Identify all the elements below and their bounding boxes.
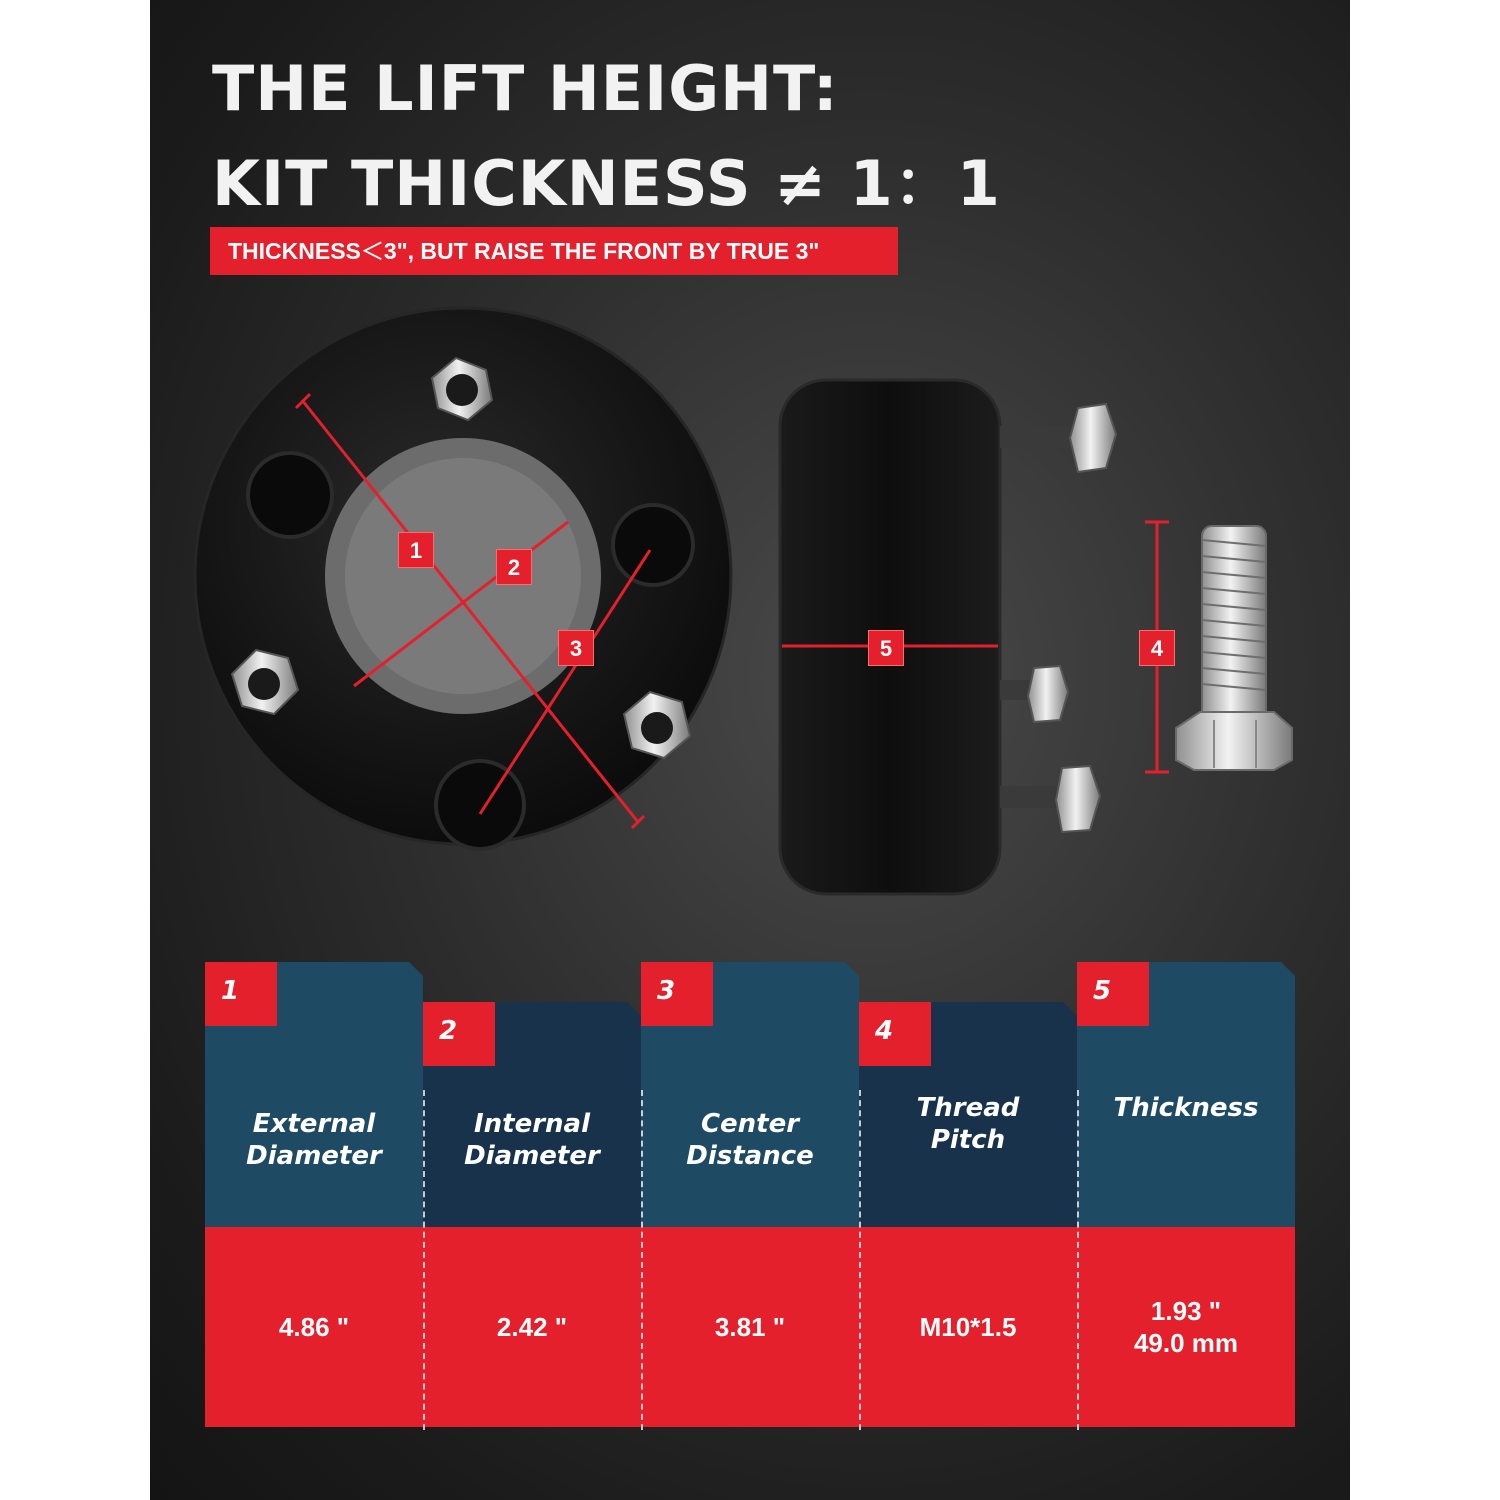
spec-value-line: 4.86 " <box>278 1312 350 1342</box>
spec-label <box>859 1092 1077 1156</box>
column-divider <box>1077 1090 1079 1430</box>
spec-value <box>423 1227 641 1427</box>
spec-value <box>1077 1227 1295 1427</box>
spec-label <box>641 1108 859 1172</box>
spec-number-badge: 1 <box>205 962 277 1026</box>
marker-4: 4 <box>1139 630 1175 666</box>
product-infographic <box>150 0 1350 1500</box>
spacer-front-view <box>195 308 731 849</box>
spec-external-diameter <box>205 962 423 1432</box>
spec-internal-diameter <box>423 962 641 1432</box>
spec-value-line: 3.81 " <box>714 1312 786 1342</box>
stud-icon <box>1000 766 1100 832</box>
marker-3: 3 <box>558 630 594 666</box>
spec-center-distance <box>641 962 859 1432</box>
marker-5: 5 <box>868 630 904 666</box>
stud-icon <box>1000 666 1068 722</box>
spec-label-line: External <box>252 1109 376 1139</box>
spec-label-line: Diameter <box>246 1141 382 1171</box>
marker-1: 1 <box>398 532 434 568</box>
column-divider <box>423 1090 425 1430</box>
spec-value-line: 2.42 " <box>496 1312 568 1342</box>
stud-icon <box>1000 404 1116 472</box>
product-illustration <box>150 300 1350 960</box>
spec-label <box>205 1108 423 1172</box>
spec-label-line: Diameter <box>464 1141 600 1171</box>
subtitle-banner: THICKNESS＜3", BUT RAISE THE FRONT BY TRUE 3" <box>210 227 898 275</box>
spec-label-line: Center <box>700 1109 800 1139</box>
headline-line-2: KIT THICKNESS ≠ 1：1 <box>212 147 1001 220</box>
spec-label-line: Thickness <box>1113 1093 1259 1123</box>
spec-label <box>423 1108 641 1172</box>
spec-number-badge: 3 <box>641 962 713 1026</box>
spec-value-line: M10*1.5 <box>919 1312 1017 1342</box>
spec-thread-pitch <box>859 962 1077 1432</box>
spec-label-line: Thread <box>916 1093 1020 1123</box>
spec-label-line: Internal <box>473 1109 591 1139</box>
spec-table <box>205 962 1295 1432</box>
spec-thickness <box>1077 962 1295 1432</box>
spec-value-line: 1.93 " <box>1150 1296 1222 1326</box>
spec-value <box>641 1227 859 1427</box>
column-divider <box>859 1090 861 1430</box>
spec-number-badge: 5 <box>1077 962 1149 1026</box>
spec-value <box>859 1227 1077 1427</box>
marker-2: 2 <box>496 549 532 585</box>
spec-label-line: Pitch <box>930 1125 1006 1155</box>
headline-line-1: THE LIFT HEIGHT: <box>212 52 839 125</box>
spacer-side-view <box>780 380 1116 894</box>
spec-number-badge: 2 <box>423 1002 495 1066</box>
spec-number-badge: 4 <box>859 1002 931 1066</box>
spec-value-line: 49.0 mm <box>1133 1328 1239 1358</box>
spec-label-line: Distance <box>686 1141 814 1171</box>
spec-value <box>205 1227 423 1427</box>
spec-label <box>1077 1092 1295 1124</box>
bolt-icon <box>1176 526 1292 770</box>
column-divider <box>641 1090 643 1430</box>
